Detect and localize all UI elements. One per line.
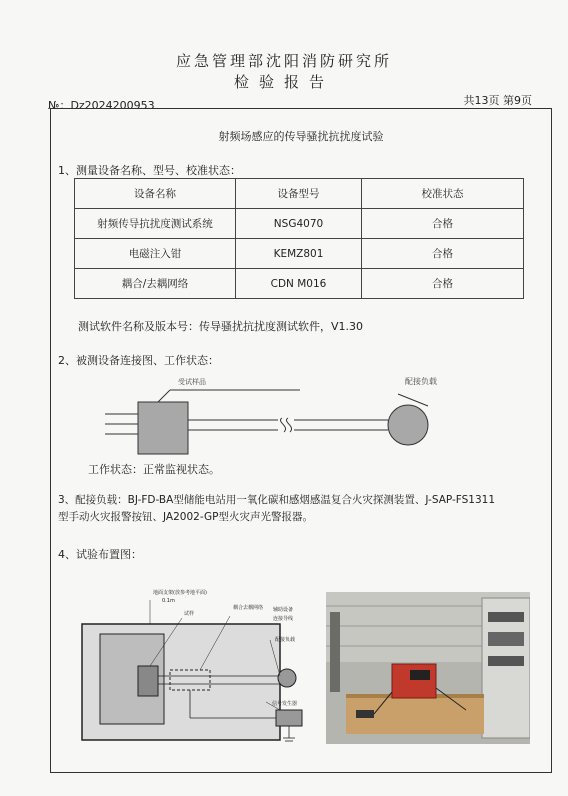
cdn-unit [170,670,210,690]
col-header-calibration: 校准状态 [362,179,524,209]
label-ground: 地面支架(放参考地平面) [153,590,207,596]
load-label: 配接负载 [405,377,437,386]
eut-label: 受试样品 [178,378,206,386]
table-header-row [75,179,524,209]
section4-heading: 4、试验布置图： [58,548,142,561]
break-symbol [286,418,291,432]
work-status: 工作状态：正常监视状态。 [88,463,220,476]
rack-unit [488,612,524,622]
section1-heading: 1、测量设备名称、型号、校准状态： [58,164,241,177]
break-symbol [280,418,285,432]
cable-bundle [356,710,374,718]
device-display [410,670,430,680]
institute-name: 应急管理部沈阳消防研究所 [175,52,392,70]
calibration-status: 合格 [362,239,524,269]
label-load: 配接负载 [275,637,296,643]
table-row [75,239,524,269]
label-cdn: 耦合去耦网络 [233,605,264,611]
table-row [75,209,524,239]
table-row [75,269,524,299]
report-title: 检验报告 [233,73,334,91]
section3-line1: 3、配接负载：BJ-FD-BA型储能电站用一氧化碳和感烟感温复合火灾探测装置、J-SAP-FS1311 [58,494,496,506]
calibration-status: 合格 [362,269,524,299]
label-eut: 试样 [184,611,195,617]
lab-photo [326,592,530,744]
eut-label-leader-tick [158,390,170,402]
equipment-model: NSG4070 [236,209,362,239]
section3-line2: 型手动火灾报警按钮、JA2002-GP型火灾声光警报器。 [58,511,313,523]
col-header-name: 设备名称 [75,179,236,209]
shelf-post [330,612,340,692]
equipment-name: 射频传导抗扰度测试系统 [75,209,236,239]
test-title: 射频场感应的传导骚扰抗扰度试验 [218,130,384,143]
section2-heading: 2、被测设备连接图、工作状态： [58,354,219,367]
load-circle [278,669,296,687]
eut-box [138,402,188,454]
label-height: 0.1m [162,598,175,604]
label-connector: 连接导线 [273,616,294,622]
signal-generator [276,710,302,726]
software-version: 测试软件名称及版本号：传导骚扰抗扰度测试软件，V1.30 [78,320,364,333]
label-gen: 信号发生器 [272,701,298,707]
page-info: 共13页 第9页 [463,94,532,107]
load-label-leader [398,394,428,406]
equipment-name: 电磁注入钳 [75,239,236,269]
col-header-model: 设备型号 [236,179,362,209]
label-aux: 辅助设备 [273,607,294,613]
calibration-status: 合格 [362,209,524,239]
equipment-model: KEMZ801 [236,239,362,269]
equipment-table [74,178,524,299]
document-number: №：Dz2024200953 [48,99,155,112]
red-test-device [392,664,436,698]
equipment-model: CDN M016 [236,269,362,299]
rack-unit [488,632,524,646]
lab-photo-drawing [326,592,530,744]
equipment-name: 耦合/去耦网络 [75,269,236,299]
load-circle [388,405,428,445]
eut-unit [138,666,158,696]
rack-unit [488,656,524,666]
